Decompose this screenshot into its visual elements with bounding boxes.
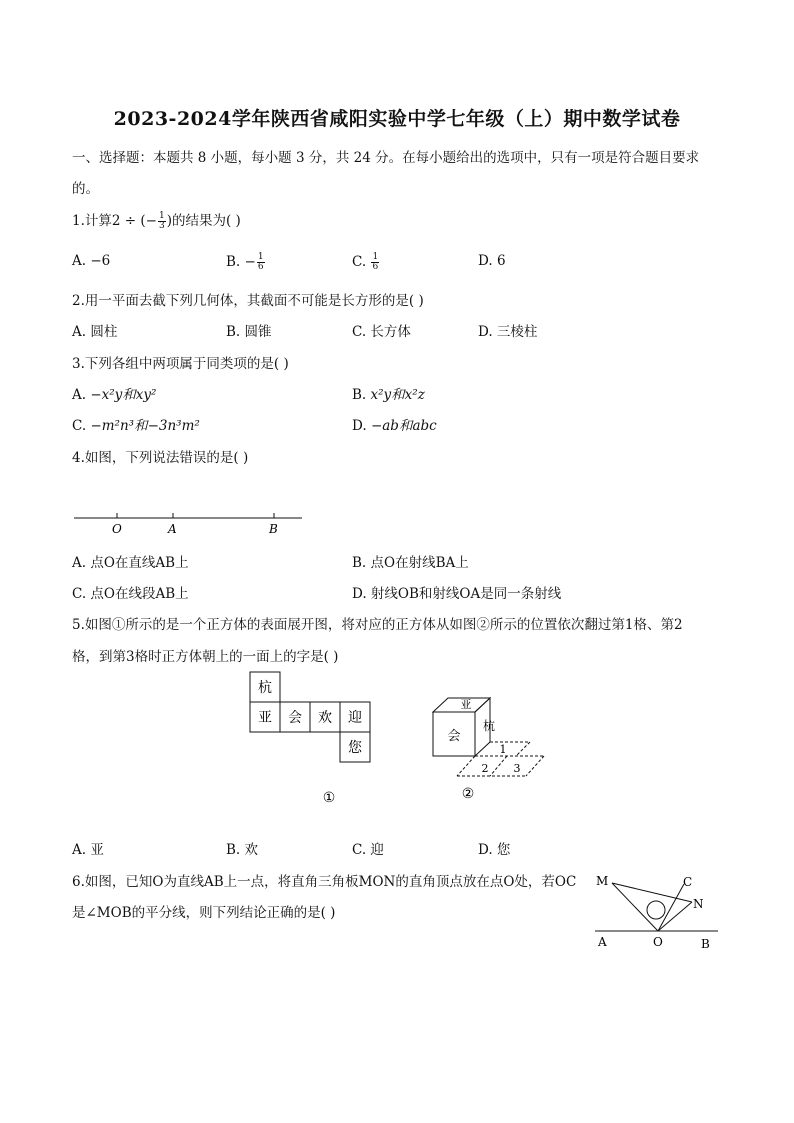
- q1-frac-den: 3: [158, 221, 165, 231]
- q4-option-b[interactable]: B. 点O在射线BA上: [352, 555, 469, 571]
- q1-option-c[interactable]: [352, 253, 380, 272]
- q6-label-o: O: [653, 935, 663, 949]
- q5-option-c[interactable]: C. 迎: [352, 842, 384, 858]
- q6-angle-figure: [590, 868, 725, 953]
- grid-cell-3: 3: [513, 762, 521, 775]
- cube-text-top: 亚: [460, 698, 472, 711]
- question-5-stem-line2: 格，到第3格时正方体朝上的一面上的字是( ): [72, 649, 339, 665]
- net-text-ya: 亚: [258, 710, 272, 726]
- ray-oc: [658, 884, 684, 931]
- q1-b-num: 1: [257, 252, 264, 262]
- q1-d-label: D.: [478, 253, 493, 269]
- question-6-stem-line2: 是∠MOB的平分线，则下列结论正确的是( ): [72, 905, 336, 921]
- q1-b-den: 6: [257, 262, 264, 272]
- q1-fraction: [158, 212, 166, 231]
- section-heading-line2: 的。: [72, 181, 99, 197]
- grid-dash-line-2: [516, 742, 530, 756]
- q4-option-d[interactable]: D. 射线OB和射线OA是同一条射线: [352, 586, 562, 602]
- q3-b-label: B.: [352, 387, 367, 403]
- section-heading-line1: 一、选择题：本题共 8 小题，每小题 3 分，共 24 分。在每小题给出的选项中，只有一项是符合题目要求: [72, 150, 700, 166]
- q1-suffix: )的结果为( ): [166, 213, 241, 229]
- net-text-nin: 您: [348, 740, 362, 756]
- q3-option-a[interactable]: [72, 383, 156, 403]
- net-text-ying: 迎: [348, 710, 362, 726]
- grid-cell-1: 1: [499, 743, 507, 756]
- question-3-stem: 3.下列各组中两项属于同类项的是( ): [72, 356, 289, 372]
- q3-d-label: D.: [352, 418, 367, 434]
- question-5-stem-line1: 5.如图①所示的是一个正方体的表面展开图，将对应的正方体从如图②所示的位置依次翻过第1格、第2: [72, 617, 683, 633]
- cube-figure-label: ②: [461, 786, 475, 802]
- question-4-stem: 4.如图，下列说法错误的是( ): [72, 450, 249, 466]
- q1-option-a[interactable]: [72, 253, 110, 269]
- q2-option-b[interactable]: B. 圆锥: [226, 324, 272, 340]
- q4-label-a: A: [168, 522, 177, 536]
- q4-label-b: B: [269, 522, 278, 536]
- q2-option-c[interactable]: C. 长方体: [352, 324, 411, 340]
- q3-b-expr: x²y和x²z: [370, 387, 425, 403]
- grid-cell-2: 2: [481, 762, 489, 775]
- question-6-stem-line1: 6.如图，已知O为直线AB上一点，将直角三角板MON的直角顶点放在点O处，若OC: [72, 874, 577, 890]
- cube-text-front: 会: [447, 729, 461, 744]
- q3-c-expr: −m²n³和−3n³m²: [90, 418, 200, 434]
- q6-label-c: C: [683, 875, 693, 889]
- q1-option-d[interactable]: [478, 253, 506, 269]
- cube-text-side: 杭: [482, 719, 496, 733]
- grid-dash-line-5: [457, 756, 475, 776]
- q3-c-label: C.: [72, 418, 87, 434]
- grid-dash-line-7: [490, 756, 507, 776]
- net-text-hui: 会: [288, 710, 302, 726]
- grid-dash-line-4: [526, 756, 544, 776]
- q1-a-label: A.: [72, 253, 87, 269]
- q6-label-m: M: [596, 874, 609, 888]
- q6-label-n: N: [693, 897, 704, 911]
- q5-option-a[interactable]: A. 亚: [72, 842, 104, 858]
- q6-label-a: A: [598, 935, 607, 949]
- q1-c-label: C.: [352, 254, 367, 270]
- q2-option-d[interactable]: D. 三棱柱: [478, 324, 538, 340]
- q1-frac-num: 1: [158, 211, 165, 221]
- q1-b-label: B.: [226, 254, 241, 270]
- q1-prefix: 1.计算2 ÷ (−: [72, 213, 157, 229]
- side-on: [658, 902, 692, 931]
- q3-option-d[interactable]: [352, 414, 437, 434]
- net-text-hang: 杭: [258, 680, 272, 696]
- net-text-huan: 欢: [318, 710, 332, 726]
- q1-c-fraction: [371, 253, 379, 272]
- q3-a-label: A.: [72, 387, 87, 403]
- q1-d-value: 6: [496, 253, 506, 269]
- q3-option-c[interactable]: [72, 414, 200, 434]
- question-2-stem: 2.用一平面去截下列几何体，其截面不可能是长方形的是( ): [72, 293, 424, 309]
- q4-option-a[interactable]: A. 点O在直线AB上: [72, 555, 189, 571]
- question-1-stem: [72, 209, 241, 231]
- q5-option-b[interactable]: B. 欢: [226, 842, 259, 858]
- q1-b-fraction: [257, 253, 265, 272]
- q3-d-expr: −ab和abc: [370, 418, 437, 434]
- triangle-hole: [647, 901, 665, 919]
- side-om: [612, 883, 658, 931]
- q3-option-b[interactable]: [352, 383, 425, 403]
- page-title: 2023-2024学年陕西省咸阳实验中学七年级（上）期中数学试卷: [113, 108, 681, 130]
- q3-a-expr: −x²y和xy²: [90, 387, 157, 403]
- q1-a-value: −6: [90, 253, 111, 269]
- q6-label-b: B: [701, 937, 710, 951]
- side-mn: [612, 883, 692, 902]
- q5-cube-net-figure: [246, 668, 376, 808]
- q4-label-o: O: [112, 522, 122, 536]
- q4-option-c[interactable]: C. 点O在线段AB上: [72, 586, 189, 602]
- q2-option-a[interactable]: A. 圆柱: [72, 324, 118, 340]
- q1-option-b[interactable]: [226, 253, 266, 272]
- q5-cube-figure: [428, 690, 553, 810]
- q5-option-d[interactable]: D. 您: [478, 842, 511, 858]
- q1-c-num: 1: [372, 252, 379, 262]
- q1-b-sign: −: [244, 254, 256, 270]
- q1-c-den: 6: [372, 262, 379, 272]
- net-figure-label: ①: [322, 790, 336, 806]
- q4-number-line-figure: [70, 504, 310, 538]
